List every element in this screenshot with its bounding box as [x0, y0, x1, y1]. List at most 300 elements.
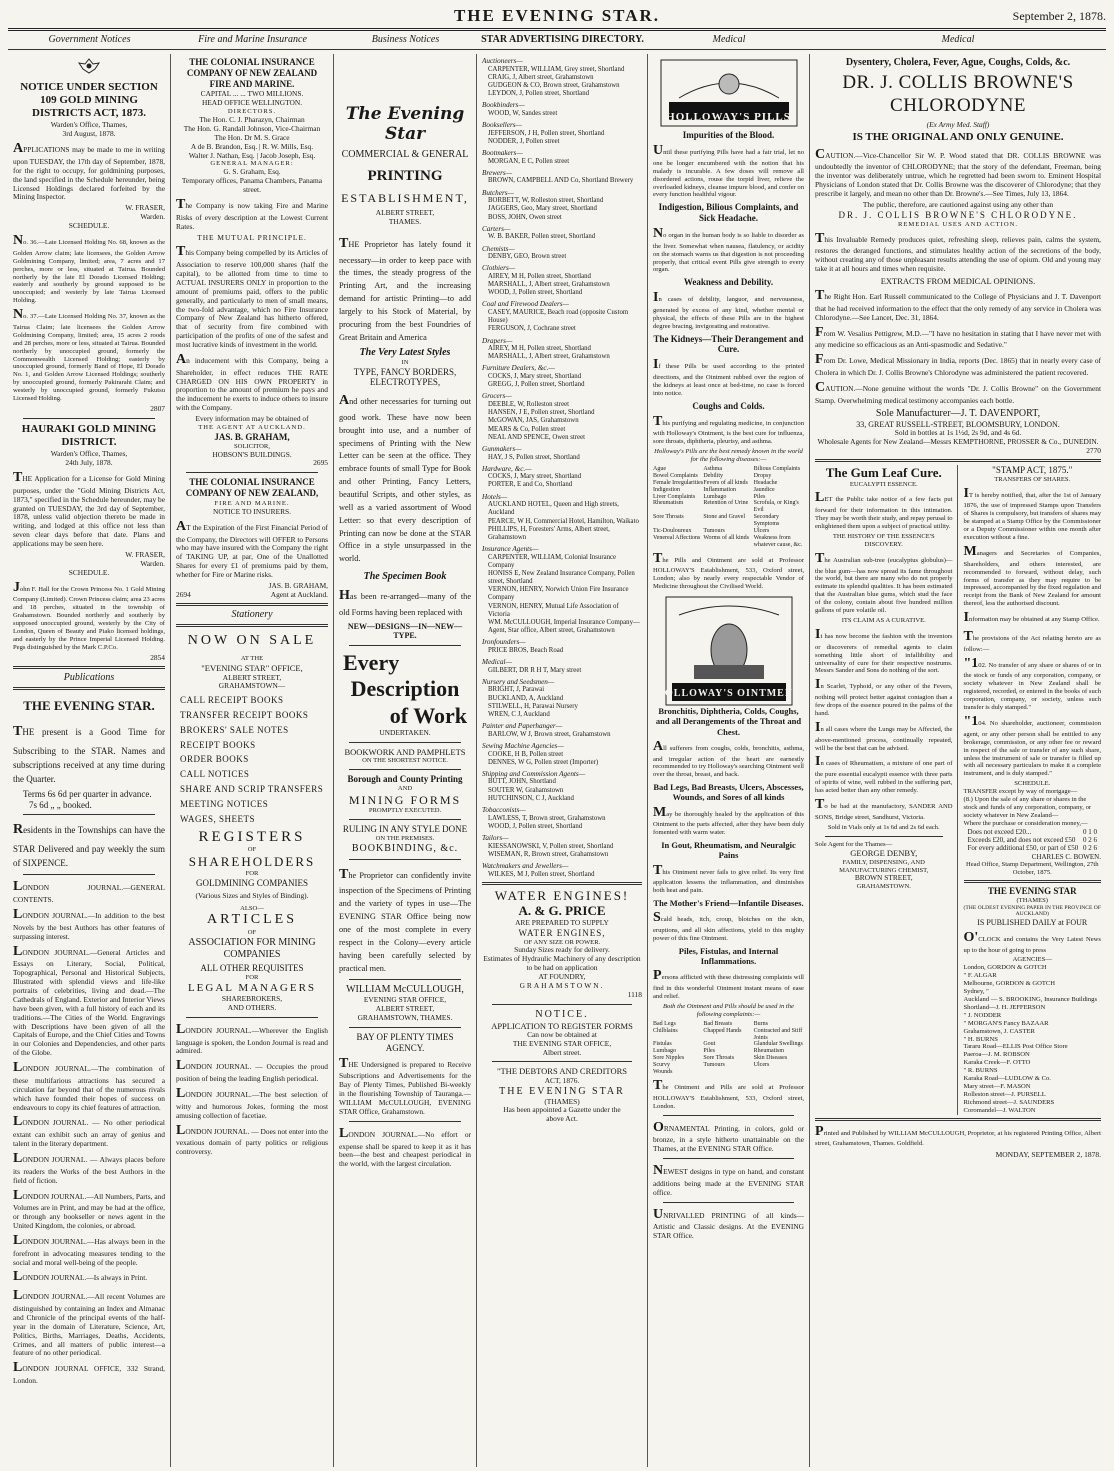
directory-category: Gunmakers—: [482, 444, 522, 453]
directory-entry: WOOD, J, Pollen street, Shortland: [488, 822, 583, 830]
chlorodyne-p5: CAUTION.—None genuine without the words "Dr. J. Collis Browne" on the Government Stamp. Overwhelming medical testimony accompanies each bottle.: [815, 380, 1101, 405]
directory-category: Tailors—: [482, 833, 509, 842]
london-journal-address: LONDON JOURNAL OFFICE, 332 Strand, London.: [13, 1360, 165, 1386]
denby-trade: FAMILY, DISPENSING, AND MANUFACTURING CHEMIST,: [839, 858, 929, 874]
ailment-item: Chilblains: [653, 1027, 678, 1034]
army-staff: (Ex Army Med. Staff): [926, 119, 990, 129]
sole-manufacturer: Sole Manufacturer—J. T. DAVENPORT,: [875, 407, 1041, 419]
req-for: FOR: [245, 973, 259, 981]
med-p-ointment-sold: The Ointment and Pills are sold at Professor HOLLOWAY'S Establishment, 533, Oxford street, London.: [653, 1077, 804, 1110]
agency-entry: Paeroa—J. M. ROBSON: [963, 1051, 1030, 1059]
holloways-pills-logo: [653, 58, 804, 127]
agency-entry: " R. BURNS: [963, 1067, 998, 1075]
directory-category: Brewers—: [482, 168, 513, 177]
directory-entry: W. B. BAKER, Pollen street, Shortland: [488, 233, 596, 241]
london-journal-2: LONDON JOURNAL.—In addition to the best Novels by the best Authors has other features of surpassing interest.: [13, 907, 165, 941]
london-journal-4: LONDON JOURNAL.—The combination of these multifarious attractions has secured a circulation far beyond that of the numerous rivals which have founded their hopes of success on endeavours to copy its chief features of attraction.: [13, 1060, 165, 1112]
directory-entry: BARLOW, W J, Brown street, Grahamstown: [488, 730, 611, 738]
directory-entry: DENBY, GEO, Brown street: [488, 253, 567, 261]
now-on-sale: NOW ON SALE: [187, 632, 317, 648]
directory-entry: CRAIG, J, Albert street, Grahamstown: [488, 73, 594, 81]
goldmining-companies: GOLDMINING COMPANIES: [196, 877, 308, 888]
stamp-p6: "104. No shareholder, auctioneer, commission agent, or any other person shall be entitled to any brokerage, commission, or any other fee or reward in respect of the sale or transfer of any such share, unless the instrument of sale or transfer is filled up with all necessary particulars to make it a complete instrument, and is duly stamped.": [963, 714, 1101, 778]
masthead-date: September 2, 1878.: [1012, 8, 1106, 23]
disease-item: Ulcers: [753, 527, 770, 534]
fee-row: [964, 836, 1102, 844]
articles-heading: ARTICLES: [206, 912, 298, 928]
directory-entry: FERGUSON, J, Cochrane street: [488, 325, 576, 333]
directory-entry: GREGG, J, Pollen street, Shortland: [488, 381, 585, 389]
stamp-p2: Managers and Secretaries of Companies, Shareholders, and others interested, are recommended to forward, without delay, such forms of transfer as they may require to be impressed, accompanied by the fixed regulation and receipt from the Bank of New Zealand for amount thereof, less the authorised discount.: [963, 543, 1102, 608]
ornamental-printing: ORNAMENTAL Printing, in colors, gold or bronze, in a style hitherto unattainable on the Thames, at the EVENING STAR Office.: [653, 1119, 804, 1154]
biz-confidence: The Proprietor can confidently invite inspection of the Specimens of Printing and the variety of types in use—The EVENING STAR Office being now one of the most complete in every respect in the Colony—every article having been carefully selected by practical men.: [339, 866, 471, 973]
directory-entry: PORTER, E and Co, Shortland: [488, 481, 573, 489]
stationery-item: MEETING NOTICES: [180, 798, 269, 809]
directory-entry: STILWELL, H, Parawai Nursery: [488, 702, 578, 710]
ins-director-5: Walter J. Nathan, Esq. | Jacob Joseph, Esq.: [188, 150, 316, 160]
stamp-signature: CHARLES C. BOWEN.: [1031, 852, 1101, 861]
directory-entry: AIREY, M H, Pollen street, Shortland: [488, 345, 591, 353]
agency-entry: Tararu Road—ELLIS Post Office Store: [963, 1043, 1068, 1051]
borough-county: Borough and County Printing: [347, 774, 463, 784]
above-act: above Act.: [546, 1114, 578, 1124]
specimen-book: The Specimen Book: [363, 571, 447, 583]
directory-category: Painter and Paperhanger—: [482, 722, 563, 731]
denby-town: GRAHAMSTOWN.: [856, 883, 911, 891]
water-engines-2: WATER ENGINES,: [518, 927, 606, 938]
bookwork: BOOKWORK AND PAMPHLETS: [344, 746, 466, 757]
med-p-badlegs: May be thoroughly healed by the application of this Ointment to the parts affected, after they have been duly fomented with warm water.: [653, 804, 804, 837]
colhead-insurance: Fire and Marine Insurance: [171, 34, 334, 50]
newest-designs: NEWEST designs in type on hand, and constant additions being made at the EVENING STAR office.: [653, 1163, 804, 1197]
gov-ref-1: 2807: [150, 403, 165, 413]
disease-item: Asthma: [703, 465, 722, 472]
sunday-sizes: Sunday Sizes ready for delivery.: [514, 945, 610, 955]
directory-entry: MORGAN, E C, Pollen street: [488, 157, 570, 165]
gov-schedule-heading: SCHEDULE.: [68, 221, 110, 231]
gov-office: Warden's Office, Thames,: [50, 120, 128, 130]
directory-entry: CASEY, MAURICE, Beach road (opposite Custom House): [488, 309, 629, 325]
disease-item: Worms of all kinds: [703, 534, 750, 541]
column-headers: [8, 34, 1106, 50]
ins-director-1: The Hon. C. J. Pharazyn, Chairman: [199, 115, 305, 125]
ins-mutual-heading: THE MUTUAL PRINCIPLE.: [197, 232, 307, 242]
biz-albert: ALBERT STREET,: [375, 208, 435, 218]
ailment-item: Lumbago: [653, 1048, 676, 1055]
ins-inducement: An inducement with this Company, being a Shareholder, in effect reduces THE RATE CHARGED ON HIS OWN PROPERTY in proportion to the amount of premium he pays and the inducement he exerts to induce others to insure with the Company.: [176, 351, 328, 413]
star-ad-thames: (THAMES): [1016, 896, 1048, 904]
newspaper-title: THE EVENING STAR.: [453, 6, 661, 25]
disease-item: Inflammation: [703, 486, 736, 493]
agency-entry: " H. BURNS: [963, 1035, 998, 1043]
fee-label: Does not exceed £20...: [967, 827, 1032, 836]
oldest-paper: (THE OLDEST EVENING PAPER IN THE PROVINCE OF AUCKLAND): [963, 904, 1101, 918]
directory-category: Shipping and Commission Agents—: [482, 769, 586, 778]
fee-label: For every additional £50, or part of £50: [967, 844, 1079, 853]
prepared: ARE PREPARED TO SUPPLY: [515, 917, 609, 927]
directory-category: Coal and Firewood Dealers—: [482, 300, 569, 309]
ailment-item: Scurvy: [653, 1062, 670, 1069]
directory-entry: HONISS E, New Zealand Insurance Company, Pollen street, Shortland: [488, 569, 635, 586]
disease-item: Bilious Complaints: [753, 465, 801, 472]
holloways-ointment-text: HOLLOWAY'S OINTMENT: [656, 688, 801, 700]
disease-item: Secondary Symptoms: [753, 514, 780, 528]
stationery-item: SHARE AND SCRIP TRANSFERS: [180, 784, 324, 795]
ailment-item: Tumours: [703, 1062, 725, 1069]
agency-entry: Auckland — S. BROOKING, Insurance Buildings: [963, 996, 1098, 1003]
ins-body-2: AT the Expiration of the First Financial Period of the Company, the Directors will OFFER to Persons who may have insured with the Company the right of TAKING UP, at par, One of the Unallotted Shares for every £1 of premiums paid by them, whether for Fire or Marine risks.: [176, 518, 328, 579]
disease-item: Scrofula, or King's Evil: [753, 500, 799, 514]
stamp-schedule: SCHEDULE.: [1014, 780, 1051, 788]
ins-title-2: THE COLONIAL INSURANCE COMPANY OF NEW ZEALAND,: [185, 477, 319, 499]
directory-category: Tobacconists—: [482, 805, 526, 814]
stationery-item: ORDER BOOKS: [180, 754, 249, 765]
chlorodyne-p3: From W. Vesalius Pettigrew, M.D.—"I have no hesitation in stating that I have never met with any medicine so efficacious as an Anti-spasmodic and Sedative.": [815, 324, 1101, 350]
stationery-item: TRANSFER RECEIPT BOOKS: [180, 710, 309, 721]
biz-thames: THAMES.: [388, 217, 422, 227]
directory-entry: CARPENTER, WILLIAM, Grey street, Shortland: [488, 65, 625, 73]
disease-item: Piles: [753, 493, 766, 500]
directory-entry: HANSEN, J E, Pollen street, Shortland: [488, 409, 595, 417]
directory-entry: MARSHALL, J, Albert street, Grahamstown: [488, 281, 610, 289]
chlorodyne-p4: From Dr. Lowe, Medical Missionary in India, reports (Dec. 1865) that in nearly every case of Cholera in which Dr. J. Collis Browne's Chlorodyne was administered the patient recovered.: [815, 352, 1101, 378]
stamp-p9: Where the purchase or consideration money,—: [963, 819, 1088, 827]
gum-sole-agent: Sole Agent for the Thames—: [815, 840, 893, 848]
column-insurance: [171, 54, 334, 1467]
med-p-impurities: Until these purifying Pills have had a fair trial, let no one be longer encumbered with the notion that his malady is incurable. A few doses will remove all disordered actions, rouse the torpid liver, relieve the overloaded kidneys, cleanse impure blood, and confer on every function healthful vigour.: [653, 142, 804, 199]
directory-entry: GILBERT, DR R H T, Mary street: [488, 666, 582, 674]
med-h-gout: In Gout, Rheumatism, and Neuralgic Pains: [661, 840, 796, 861]
diseases-list: [653, 466, 804, 549]
ins-london-journal-1: LONDON JOURNAL.—Wherever the English language is spoken, the London Journal is read and admired.: [176, 1021, 328, 1056]
commercial-general: COMMERCIAL & GENERAL: [341, 148, 469, 160]
holloways-pills-text: HOLLOWAY'S PILLS: [666, 111, 791, 123]
gum-leaf-title: The Gum Leaf Cure.: [825, 464, 942, 480]
fee-amount: 0 2 6: [1083, 844, 1097, 853]
chlorodyne-p2: The Right Hon. Earl Russell communicated to the College of Physicians and J. T. Davenport that he had received information to the effect that the only remedy of any service in Cholera was Chlorodyne.—See Lancet, Dec. 31, 1864.: [815, 288, 1101, 322]
unrivalled-printing: UNRIVALLED PRINTING of all kinds—Artistic and Classic designs. At the EVENING STAR Office.: [653, 1206, 804, 1241]
ins-sig-title: Agent at Auckland.: [270, 589, 328, 599]
column-directory: [477, 54, 648, 1467]
directory-category: Insurance Agents—: [482, 545, 539, 554]
public-cautioned: The public, therefore, are cautioned against using any other than: [862, 199, 1054, 209]
colhead-government: Government Notices: [8, 34, 171, 50]
disease-item: Lumbago: [703, 493, 727, 500]
directory-entry: COCKS, J, Mary street, Shortland: [488, 473, 582, 481]
directory-entry: LEYDON, J, Pollen street, Shortland: [488, 90, 589, 98]
bay-body: THE Undersigned is prepared to Receive Subscriptions and Advertisements for the Bay of Plenty Times, Published Bi-weekly in the flourishing Township of Tauranga.—WILLIAM McCULLOUGH, EVENING STAR Office, Grahamstown.: [339, 1055, 471, 1116]
on-premises: ON THE PREMISES.: [375, 834, 435, 842]
ins-agent-name: JAS. B. GRAHAM,: [214, 431, 290, 442]
directory-entry: NODDER, J, Pollen street: [488, 137, 560, 145]
eucalypti: EUCALYPTI ESSENCE.: [849, 480, 918, 488]
fee-amount: 0 1 0: [1083, 827, 1097, 836]
column-medical-2: [810, 54, 1106, 1467]
directory-entry: KIESSANOWSKI, V, Pollen street, Shortland: [488, 842, 614, 850]
ins-agent: THE AGENT AT AUCKLAND.: [198, 423, 306, 431]
chlorodyne-title: DR. J. COLLIS BROWNE'S CHLORODYNE: [842, 72, 1074, 116]
hauraki-title: HAURAKI GOLD MINING DISTRICT.: [21, 422, 157, 449]
ruling: RULING IN ANY STYLE DONE: [342, 824, 468, 834]
agency-entry: Karaka Road—LUDLOW & Co.: [963, 1075, 1051, 1083]
disease-item: Headache: [753, 479, 778, 486]
gov-notice-title: NOTICE UNDER SECTION 109 GOLD MINING DISTRICTS ACT, 1873.: [20, 80, 158, 120]
ailment-item: Piles: [703, 1048, 715, 1055]
london-journal-9: LONDON JOURNAL.—Is always in Print.: [13, 1269, 148, 1285]
directory-entry: DENNES, W G, Pollen street (Importer): [488, 758, 599, 766]
crest-icon: [13, 58, 165, 77]
ins-director-3: The Hon. Dr M. S. Grace: [214, 132, 290, 142]
london-journal-6: LONDON JOURNAL. — Always places before its readers the Works of the best Authors in the field of fiction.: [13, 1150, 165, 1185]
ins-body: The Company is now taking Fire and Marine Risks of every description at the Lowest Current Rates.: [176, 196, 328, 231]
directory-entry: PHILLIPS, H, Foresters' Arms, Albert street, Grahamstown: [488, 525, 610, 541]
directory-entry: COCKS, J, Mary street, Shortland: [488, 373, 582, 381]
biz-albert-2: ALBERT STREET,: [375, 1004, 435, 1014]
med-h-impurities: Impurities of the Blood.: [682, 130, 775, 141]
act-1876: ACT, 1876.: [544, 1075, 580, 1085]
estimates: Estimates of Hydraulic Machinery of any description to be had on application: [483, 954, 641, 973]
directory-category: Carters—: [482, 224, 511, 233]
hauraki-date: 24th July, 1878.: [65, 458, 113, 468]
biz-body-2: And other necessaries for turning out good work. These have now been brought into use, and a number of specimens of Printing with the New Letter can be seen at the office. They embrace founts of small Type for Book and other Printing, Fancy Letters, beautiful Scripts, and other styles, as well as a varied assortment of Wood Letter: so that every description of Printing can now be done at the STAR Office in a style unsurpassed in the world.: [339, 393, 471, 564]
star-office: THE EVENING STAR OFFICE,: [512, 1038, 612, 1048]
evening-star-title: THE EVENING STAR.: [23, 697, 155, 713]
shortest-notice: ON THE SHORTEST NOTICE.: [362, 757, 448, 765]
extracts-heading: EXTRACTS FROM MEDICAL OPINIONS.: [880, 275, 1036, 286]
london-journal-5: LONDON JOURNAL. — No other periodical extant can exhibit such an array of genius and talent in the literary department.: [13, 1114, 165, 1149]
sharebrokers: SHAREBROKERS,: [221, 994, 283, 1004]
agency-entry: Richmond street—J. SAUNDERS: [963, 1098, 1055, 1106]
disease-item: Tumours: [703, 527, 725, 534]
disease-item: Ague: [653, 465, 666, 472]
directory-entry: JEFFERSON, J H, Pollen street, Shortland: [488, 129, 605, 137]
biz-and: AND: [397, 784, 413, 792]
type-borders: TYPE, FANCY BORDERS,: [353, 366, 457, 377]
directory-category: Sewing Machine Agencies—: [482, 741, 564, 750]
electrotypes: ELECTROTYPES,: [369, 377, 441, 388]
ins-info: Every information may be obtained of: [195, 414, 309, 424]
dir-grahamstown: GRAHAMSTOWN.: [519, 980, 605, 990]
directory-entry: CARPENTER, WILLIAM, Colonial Insurance Company: [488, 553, 617, 569]
every-heading: Every: [343, 649, 400, 675]
disease-item: Weakness from whatever cause, &c.: [753, 534, 803, 548]
ins-gm-name: G. S. Graham, Esq.: [223, 167, 281, 177]
directory-entry: BUCKLAND, A, Auckland: [488, 694, 564, 702]
med-p-piles: Persons afflicted with these distressing complaints will find in this wonderful Ointment instant means of ease and relief.: [653, 968, 804, 1001]
description-heading: Description: [350, 676, 460, 702]
directory-category: Furniture Dealers, &c.—: [482, 364, 555, 373]
reg-for: FOR: [245, 869, 259, 877]
ins-temp-office: Temporary offices, Panama Chambers, Panama street.: [181, 176, 323, 195]
directory-entry: PRICE BROS, Beach Road: [488, 646, 564, 654]
disease-item: Female Irregularities: [653, 479, 704, 486]
gov-sign-title: Warden.: [140, 212, 165, 222]
london-journal-3: LONDON JOURNAL.—General Articles and Essays on Literary, Social, Political, Topographical, Personal and Historical Subjects, Illustrated with splendid views and life-like portraits of celebrities, living and dead.—The Cathedrals of England. Exterior and Interior Views have been given, with a full history of each and its traditions.—The Cities of the World. Engravings with Descriptions have been given of all the Capitals of Europe, and the Chief Cities and Towns in our Colonies and Dependencies, and other parts of the Globe.: [13, 943, 165, 1058]
med-h-weakness: Weakness and Debility.: [683, 277, 774, 288]
ailment-item: Burns: [753, 1020, 768, 1027]
directory-entry: SOUTER W, Grahamstown: [488, 786, 564, 794]
hauraki-schedule-heading: SCHEDULE.: [68, 567, 110, 577]
directory-entry: GUDGEON & CO, Brown street, Grahamstown: [488, 81, 620, 89]
ins-ref-2: 2694: [176, 589, 191, 599]
ailment-item: Rheumatism: [753, 1048, 784, 1055]
ins-ref-1: 2695: [313, 458, 328, 468]
agency-entry: Sydney, ": [963, 988, 989, 996]
ailment-item: Fistulas: [653, 1041, 672, 1048]
ins-solicitor: SOLICITOR,: [234, 442, 270, 450]
london-journal-7: LONDON JOURNAL.—All Numbers, Parts, and Volumes are in Print, and may be had at the office, or through any bookseller or news agent in the United Kingdom, the colonies, or abroad.: [13, 1187, 166, 1231]
masthead: [8, 4, 1106, 31]
colhead-medical-2: Medical: [810, 34, 1106, 50]
disease-item: Bowel Complaints: [653, 472, 698, 479]
agency-entry: " J. NODDER: [963, 1011, 1002, 1019]
colhead-directory: STAR ADVERTISING DIRECTORY.: [477, 34, 648, 50]
directory-entry: HAY, J S, Pollen street, Shortland: [488, 453, 580, 461]
agency-entry: " F. ALGAR: [963, 972, 997, 980]
hauraki-office: Warden's Office, Thames,: [50, 449, 128, 459]
george-denby: GEORGE DENBY,: [850, 848, 918, 859]
directory-category: Auctioneers—: [482, 57, 523, 65]
hauraki-sign: W. FRASER,: [125, 549, 165, 559]
med-h-coughs: Coughs and Colds.: [692, 400, 765, 411]
disease-item: Dropsy: [753, 472, 772, 479]
ailment-item: Sore Nipples: [653, 1055, 685, 1062]
directory-entry: MEARS & Co, Pollen street: [488, 425, 566, 433]
colhead-business: Business Notices: [334, 34, 477, 50]
directory-entry: BROWN, CAMPBELL AND Co, Shortland Brewery: [488, 177, 634, 185]
directory-entry: WOOD, W, Sandes street: [488, 109, 558, 117]
ailment-item: Bad Breasts: [703, 1020, 733, 1027]
also-label: ALSO—: [240, 904, 264, 912]
stamp-head-office: Head Office, Stamp Department, Wellington, 27th October, 1875.: [965, 861, 1099, 877]
agency-entry: Karaka Creek—F. OTTO: [963, 1059, 1031, 1067]
chlorodyne-name: DR. J. COLLIS BROWNE'S CHLORODYNE.: [838, 209, 1078, 220]
gazette-appointed: Has been appointed a Gazette under the: [503, 1105, 621, 1115]
hauraki-schedule: John F. Hall for the Crown Princess No. 1 Gold Mining Company (Limited). Crown Princess claim; area 23 acres and 18 perches, situated in the township of Grahamstown. Bounded northerly and southerly by supposed unoccupied ground, westerly by the City of London, Queen of Beauty and Piako licensed holdings, and easterly by the Prince Imperial Licensed Holding. Pegs distinguished by the Mark C.P.Co.: [13, 579, 165, 651]
med-h-mother: The Mother's Friend—Infantile Diseases.: [653, 898, 804, 909]
establishment: ESTABLISHMENT,: [341, 190, 469, 205]
advertising-directory: [482, 57, 642, 879]
directory-category: Bootmakers—: [482, 149, 523, 158]
directory-entry: WILKES, M J, Pollen street, Shortland: [488, 870, 595, 878]
ins-head-office: HEAD OFFICE WELLINGTON.: [201, 98, 303, 108]
directory-category: Bookbinders—: [482, 101, 525, 110]
directory-entry: WISEMAN, R, Brown street, Grahamstown: [488, 850, 609, 858]
directory-category: Watchmakers and Jewellers—: [482, 861, 569, 870]
specimen-body: Has been re-arranged—many of the old Forms having been replaced with: [339, 588, 471, 617]
column-business: [334, 54, 477, 1467]
directory-category: Drapers—: [482, 336, 513, 345]
bay-of-plenty: BAY OF PLENTY TIMES AGENCY.: [356, 1032, 454, 1053]
stamp-p7: TRANSFER except by way of mortgage—: [963, 788, 1078, 796]
ailment-item: Gout: [703, 1041, 716, 1048]
disease-item: Rheumatism: [653, 500, 684, 507]
stat-office: "EVENING STAR" OFFICE,: [201, 663, 303, 674]
registers-heading: REGISTERS: [198, 829, 306, 846]
directory-entry: NEAL AND SPENCE, Owen street: [488, 433, 585, 441]
ins-sig: JAS. B. GRAHAM,: [268, 580, 328, 590]
med-diseases-intro: Holloway's Pills are the best remedy known in the world for the following diseases:—: [654, 448, 803, 464]
stamp-p5: "102. No transfer of any share or shares of or in the stock or funds of any corporation, company, or society whatever in New Zealand shall be registered, recorded, or entered in the books of such corporation, company, or society, unless such transfer is duly stamped.": [963, 655, 1101, 712]
stat-grahamstown: GRAHAMSTOWN—: [218, 681, 286, 691]
biz-london-journal: LONDON JOURNAL.—No effort or expense shall be spared to keep it as it has been—the best and cheapest periodical in the world, with the largest circulation.: [339, 1125, 471, 1169]
gov-sign: W. FRASER,: [125, 203, 165, 213]
disease-item: Liver Complaints: [653, 493, 696, 500]
directory-entry: BOSS, JOHN, Owen street: [488, 213, 562, 221]
stationery-item: RECEIPT BOOKS: [180, 739, 256, 750]
disease-item: Tic-Douloureux: [653, 527, 692, 534]
directory-entry: VERNON, HENRY, Mutual Life Association of Victoria: [488, 602, 619, 618]
stamp-act-title: "STAMP ACT, 1875.": [992, 464, 1073, 475]
stamp-p8: (8.) Upon the sale of any share or shares in the stock and funds of any corporation, company, or society whatever in New Zealand—: [963, 796, 1092, 819]
ins-title-1: THE COLONIAL INSURANCE COMPANY OF NEW ZEALAND FIRE AND MARINE.: [186, 57, 318, 89]
publications-heading: Publications: [63, 671, 115, 683]
gov-body: APPLICATIONS may be made to me in writing upon TUESDAY, the 17th day of September, 1878, for the right to occupy, for goldmining purposes, the land specified in the Schedule hereunder, being Licensed Holdings declared forfeited by the Mining Inspector.: [13, 141, 165, 202]
ins-london-journal-2: LONDON JOURNAL. — Occupies the proud position of being the leading English periodical.: [176, 1058, 328, 1084]
latest-styles: The Very Latest Styles: [359, 346, 451, 358]
application-forms: APPLICATION TO REGISTER FORMS: [491, 1020, 633, 1031]
terms-advance: Terms 6s 6d per quarter in advance.: [23, 788, 152, 799]
ins-notice: NOTICE TO INSURERS.: [213, 506, 291, 516]
med-h-piles: Piles, Fistulas, and Internal Inflammations.: [678, 946, 779, 967]
directory-category: Butchers—: [482, 188, 514, 197]
price-firm: A. & G. PRICE: [518, 903, 606, 919]
gum-leaf-column: [815, 465, 958, 1115]
directory-entry: DEEBLE, W, Rolleston street: [488, 401, 569, 409]
agency-entry: Melbourne, GORDON & GOTCH: [963, 980, 1056, 988]
directory-entry: BORBETT, W, Rolleston street, Shortland: [488, 197, 604, 205]
debtors-act: "THE DEBTORS AND CREDITORS: [497, 1066, 627, 1077]
fee-amount: 0 2 6: [1083, 836, 1097, 845]
london-journal-10: LONDON JOURNAL.—All recent Volumes are distinguished by containing an Index and Almanac and Chronicle of the principal events of the half-year in the domain of Literature, Science, Art, Politics, Births, Marriages, Deaths, Accidents, Crimes, and all matters of public interest—a feature of no other periodical.: [13, 1288, 165, 1358]
ins-london-journal-4: LONDON JOURNAL. — Does not enter into the vexatious domain of party politics or religious controversy.: [176, 1122, 328, 1157]
disease-item: Fevers of all kinds: [703, 479, 748, 486]
ailment-item: Sore Throats: [703, 1055, 735, 1062]
other-requisites: ALL OTHER REQUISITES: [200, 963, 304, 974]
stamp-p1: IT is hereby notified, that, after the 1st of January 1876, the use of impressed Stamps upon Transfers of Shares is compulsory, but transfers of shares may be stamped at a Stamp Office by the Commissioner or a Deputy Commissioner within one month after execution without a fine.: [963, 485, 1101, 542]
ailment-item: Skin Diseases: [753, 1055, 788, 1062]
directory-category: Clothiers—: [482, 264, 516, 273]
published-daily: IS PUBLISHED DAILY at FOUR: [977, 918, 1088, 928]
ailment-item: Glandular Swellings: [753, 1041, 803, 1048]
ins-capital: CAPITAL ... ... TWO MILLIONS.: [200, 89, 304, 99]
ailment-item: Chapped Hands: [703, 1027, 742, 1034]
med-p-sold: The Pills and Ointment are sold at Professor HOLLOWAY'S Establishment, 533, Oxford street, London; also by nearly every respectable Vendor of Medicine throughout the Civilised World.: [653, 550, 804, 591]
gum-claim: ITS CLAIM AS A CURATIVE.: [841, 616, 926, 624]
stationery-item: BROKERS' SALE NOTES: [180, 724, 289, 735]
agency-entry: Rolleston street—J. PURSELL: [963, 1090, 1046, 1098]
med-p-gout: This Ointment never fails to give relief. Its very first application lessens the inflammation, and diminishes both heat and pain.: [653, 862, 804, 895]
directory-entry: PEARCE, W H, Commercial Hotel, Hamilton, Waikato: [488, 517, 639, 525]
companies-label: COMPANIES: [223, 949, 281, 961]
directory-entry: McGOWAN, JAS, Grahamstown: [488, 417, 579, 425]
dir-thames: (THAMES): [544, 1096, 580, 1106]
med-p-coughs: This purifying and regulating medicine, in conjunction with Holloway's Ointment, is the best cure for influenza, sore throats, diphtheria, pleurisy, and asthma.: [653, 413, 804, 446]
manufacturer-address: 33, GREAT RUSSELL-STREET, BLOOMSBURY, LONDON.: [856, 419, 1060, 429]
agency-entry: " MORGAN'S Fancy BAZAAR: [963, 1019, 1049, 1027]
london-journal-8: LONDON JOURNAL.—Has always been in the forefront in advocating measures tending to the social and moral well-being of the people.: [13, 1232, 165, 1267]
ins-london-journal-3: LONDON JOURNAL.—The best selection of witty and humorous Jokes, forming the most amusing collection of facetiae.: [176, 1085, 328, 1120]
bottle-prices: Sold in bottles at 1s 1½d, 2s 9d, and 4s 6d.: [894, 428, 1022, 438]
stamp-act-column: [964, 465, 1102, 1115]
printing-heading: PRINTING: [367, 167, 443, 184]
imprint-date: MONDAY, SEPTEMBER 2, 1878.: [995, 1150, 1101, 1160]
bookbinding: BOOKBINDING, &c.: [351, 842, 459, 854]
agency-entry: Shortland—J. H. JEFFERSON: [963, 1003, 1046, 1011]
stationery-list: [176, 695, 328, 824]
gum-p6: In cases of Rheumatism, a mixture of one part of the pure essential eucalypti essence with three parts of spirits of wine, well rubbed in the suffering part, has acted better than any other remedy.: [815, 754, 953, 795]
directory-entry: AIREY, M H, Pollen street, Shortland: [488, 272, 591, 280]
